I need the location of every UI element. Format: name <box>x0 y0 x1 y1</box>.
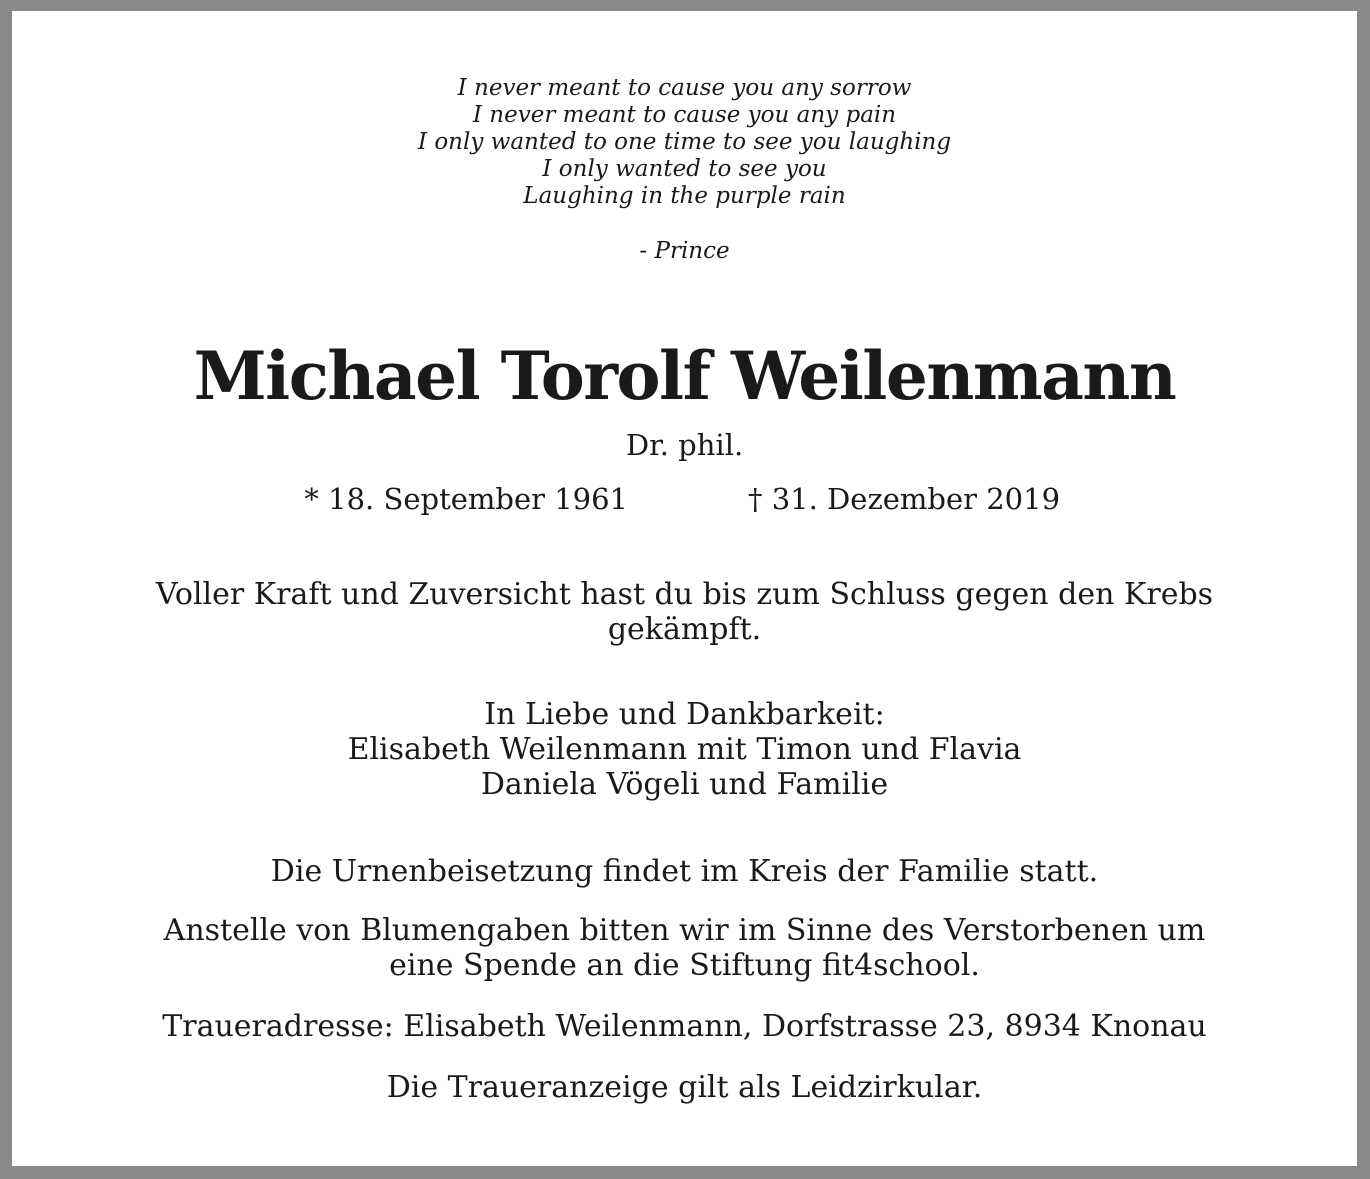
donation-line: eine Spende an die Stiftung fit4school. <box>389 948 980 983</box>
mourner-line: Elisabeth Weilenmann mit Timon und Flavia <box>347 732 1022 767</box>
mourners-list <box>12 697 1357 802</box>
tribute-line: Voller Kraft und Zuversicht hast du bis zum Schluss gegen den Krebs <box>155 577 1214 612</box>
tribute-line: gekämpft. <box>607 612 762 647</box>
birth-date: * 18. September 1961 <box>304 482 628 516</box>
poem-line: I never meant to cause you any sorrow <box>457 75 912 101</box>
death-date: † 31. Dezember 2019 <box>748 482 1061 516</box>
obituary-notice <box>12 11 1357 1166</box>
poem-line: I never meant to cause you any pain <box>472 102 897 128</box>
poem-quote <box>12 75 1357 210</box>
tribute-text <box>12 577 1357 647</box>
mourners-heading: In Liebe und Dankbarkeit: <box>484 697 885 732</box>
mourning-address: Traueradresse: Elisabeth Weilenmann, Dorfstrasse 23, 8934 Knonau <box>162 1009 1207 1044</box>
burial-notice: Die Urnenbeisetzung findet im Kreis der Familie statt. <box>270 854 1099 889</box>
circular-notice: Die Traueranzeige gilt als Leidzirkular. <box>386 1070 983 1105</box>
deceased-name: Michael Torolf Weilenmann <box>193 337 1176 415</box>
poem-line: I only wanted to see you <box>542 156 827 182</box>
poem-author: - Prince <box>639 238 730 264</box>
donation-notice <box>12 913 1357 983</box>
poem-line: Laughing in the purple rain <box>523 183 846 209</box>
poem-line: I only wanted to one time to see you laughing <box>417 129 952 155</box>
mourner-line: Daniela Vögeli und Familie <box>480 767 889 802</box>
donation-line: Anstelle von Blumengaben bitten wir im Sinne des Verstorbenen um <box>163 913 1206 948</box>
academic-title: Dr. phil. <box>625 428 744 462</box>
